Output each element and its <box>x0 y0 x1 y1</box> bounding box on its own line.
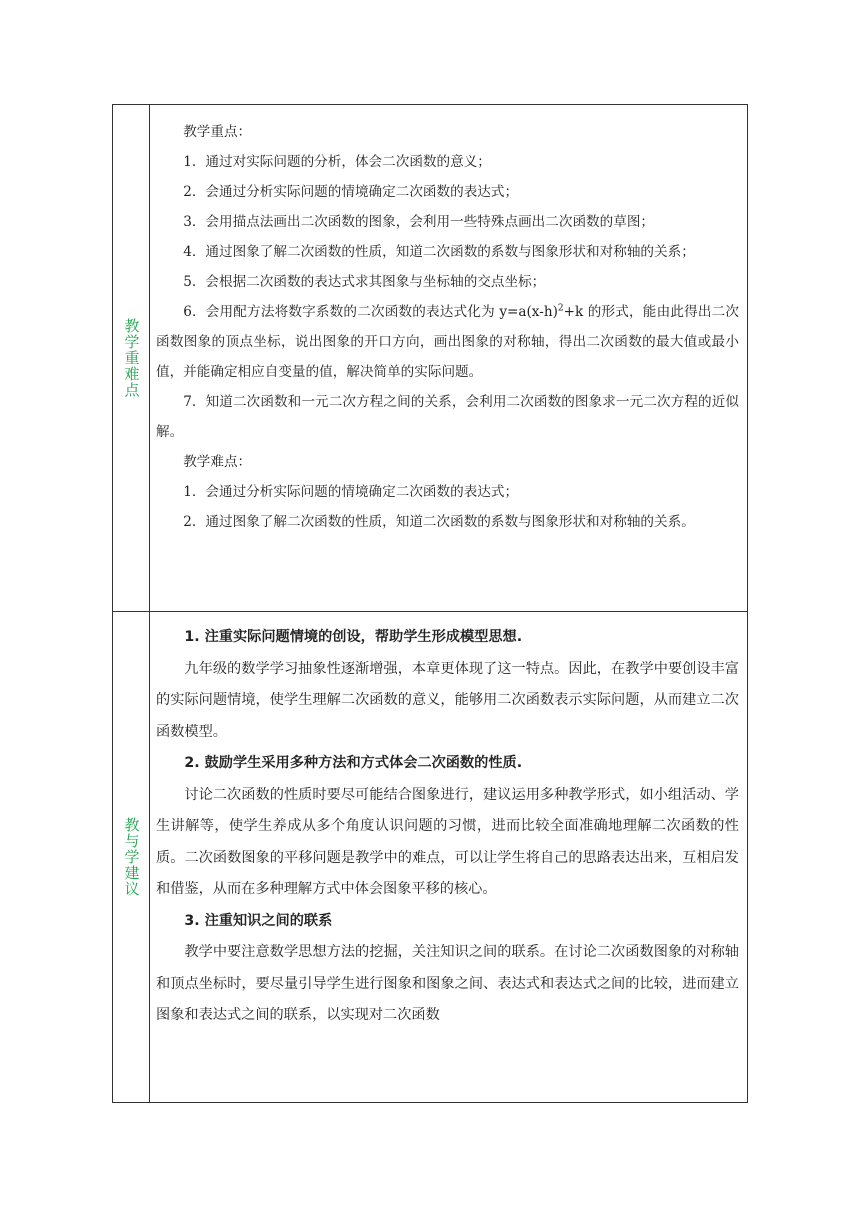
suggestions-content <box>150 612 747 1102</box>
key-points-content <box>150 105 747 611</box>
suggestion-heading: 3. 注重知识之间的联系 <box>184 912 333 929</box>
row-label-cell <box>113 612 150 1102</box>
row-label-key-difficult-points: 教学重难点 <box>122 318 141 398</box>
difficulty-item: 2．通过图象了解二次函数的性质，知道二次函数的系数与图象形状和对称轴的关系。 <box>183 514 695 530</box>
key-point-item: 7．知道二次函数和一元二次方程之间的关系，会利用二次函数的图象求一元二次方程的近似解。 <box>156 394 739 440</box>
key-point-item: 5．会根据二次函数的表达式求其图象与坐标轴的交点坐标； <box>183 274 546 290</box>
suggestion-paragraph: 九年级的数学学习抽象性逐渐增强，本章更体现了这一特点。因此，在教学中要创设丰富的实际问题情境，使学生理解二次函数的意义，能够用二次函数表示实际问题，从而建立二次函数模型。 <box>156 660 739 740</box>
row-label-cell <box>113 105 150 611</box>
row-label-teaching-suggestions: 教与学建议 <box>122 817 141 897</box>
superscript-2: 2 <box>557 303 564 314</box>
key-point-6-text: 6．会用配方法将数字系数的二次函数的表达式化为 y=a(x-h) <box>183 304 558 320</box>
key-point-item: 2．会通过分析实际问题的情境确定二次函数的表达式； <box>183 184 519 200</box>
key-point-item: 1．通过对实际问题的分析，体会二次函数的意义； <box>183 154 491 170</box>
lesson-table <box>112 104 748 1103</box>
suggestion-paragraph: 教学中要注意数学思想方法的挖掘，关注知识之间的联系。在讨论二次函数图象的对称轴和顶点坐标时，要尽量引导学生进行图象和图象之间、表达式和表达式之间的比较，进而建立图象和表达式之间的联系，以实现对二次函数 <box>156 944 739 1023</box>
suggestion-heading: 1. 注重实际问题情境的创设，帮助学生形成模型思想. <box>184 629 523 645</box>
suggestion-heading: 2. 鼓励学生采用多种方法和方式体会二次函数的性质. <box>184 755 523 771</box>
difficulties-title: 教学难点： <box>183 454 252 470</box>
suggestion-paragraph: 讨论二次函数的性质时要尽可能结合图象进行，建议运用多种教学形式，如小组活动、学生讲解等，使学生养成从多个角度认识问题的习惯，进而比较全面准确地理解二次函数的性质。二次函数图象的平移问题是教学中的难点，可以让学生将自己的思路表达出来，互相启发和借鉴，从而在多种理解方式中体会图象平移的核心。 <box>156 786 739 897</box>
key-points-title: 教学重点： <box>183 124 252 140</box>
row-teaching-suggestions <box>113 612 747 1102</box>
key-point-item-6 <box>156 297 739 387</box>
difficulty-item: 1．会通过分析实际问题的情境确定二次函数的表达式； <box>183 484 519 500</box>
key-point-item: 3．会用描点法画出二次函数的图象，会利用一些特殊点画出二次函数的草图； <box>183 214 655 230</box>
row-key-difficult-points <box>113 105 747 612</box>
key-point-6-rest: +k 的形式，能由此得出二次函数图象的顶点坐标，说出图象的开口方向，画出图象的对称轴，得出二次函数的最大值或最小值，并能确定相应自变量的值，解决简单的实际问题。 <box>156 304 739 380</box>
key-point-item: 4．通过图象了解二次函数的性质，知道二次函数的系数与图象形状和对称轴的关系； <box>183 244 695 260</box>
